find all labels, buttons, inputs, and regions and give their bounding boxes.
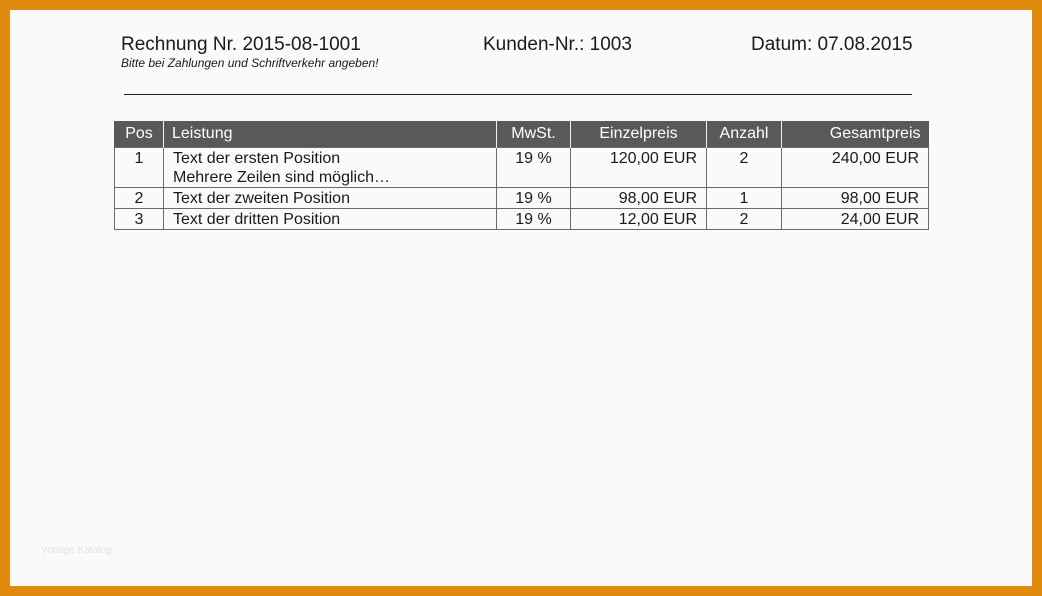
column-header-vat: MwSt.	[497, 121, 571, 148]
cell-total: 98,00 EUR	[782, 188, 929, 209]
table-row	[115, 188, 929, 209]
cell-quantity: 2	[707, 148, 782, 188]
column-header-pos: Pos	[115, 121, 164, 148]
cell-unit-price: 12,00 EUR	[571, 209, 707, 230]
invoice-number: Rechnung Nr. 2015-08-1001	[121, 34, 361, 55]
payment-note: Bitte bei Zahlungen und Schriftverkehr angeben!	[121, 56, 379, 70]
cell-unit-price: 120,00 EUR	[571, 148, 707, 188]
customer-number: Kunden-Nr.: 1003	[483, 34, 632, 55]
cell-service: Text der dritten Position	[164, 209, 497, 230]
cell-service	[164, 148, 497, 188]
table-row	[115, 148, 929, 188]
cell-pos: 3	[115, 209, 164, 230]
divider-line	[124, 94, 912, 95]
cell-vat: 19 %	[497, 188, 571, 209]
invoice-page	[10, 10, 1032, 586]
cell-service-line: Text der ersten Position	[173, 150, 341, 167]
items-table	[114, 121, 929, 230]
cell-pos: 1	[115, 148, 164, 188]
cell-quantity: 1	[707, 188, 782, 209]
column-header-total: Gesamtpreis	[782, 121, 929, 148]
table-header-row	[115, 121, 929, 148]
watermark-text: Vorlage Katalog	[41, 545, 112, 556]
cell-pos: 2	[115, 188, 164, 209]
cell-service-line: Mehrere Zeilen sind möglich…	[173, 169, 390, 186]
column-header-service: Leistung	[164, 121, 497, 148]
invoice-date: Datum: 07.08.2015	[751, 34, 913, 55]
column-header-quantity: Anzahl	[707, 121, 782, 148]
cell-total: 240,00 EUR	[782, 148, 929, 188]
column-header-unit-price: Einzelpreis	[571, 121, 707, 148]
cell-service: Text der zweiten Position	[164, 188, 497, 209]
cell-total: 24,00 EUR	[782, 209, 929, 230]
table-row	[115, 209, 929, 230]
cell-quantity: 2	[707, 209, 782, 230]
cell-unit-price: 98,00 EUR	[571, 188, 707, 209]
cell-vat: 19 %	[497, 209, 571, 230]
cell-vat: 19 %	[497, 148, 571, 188]
